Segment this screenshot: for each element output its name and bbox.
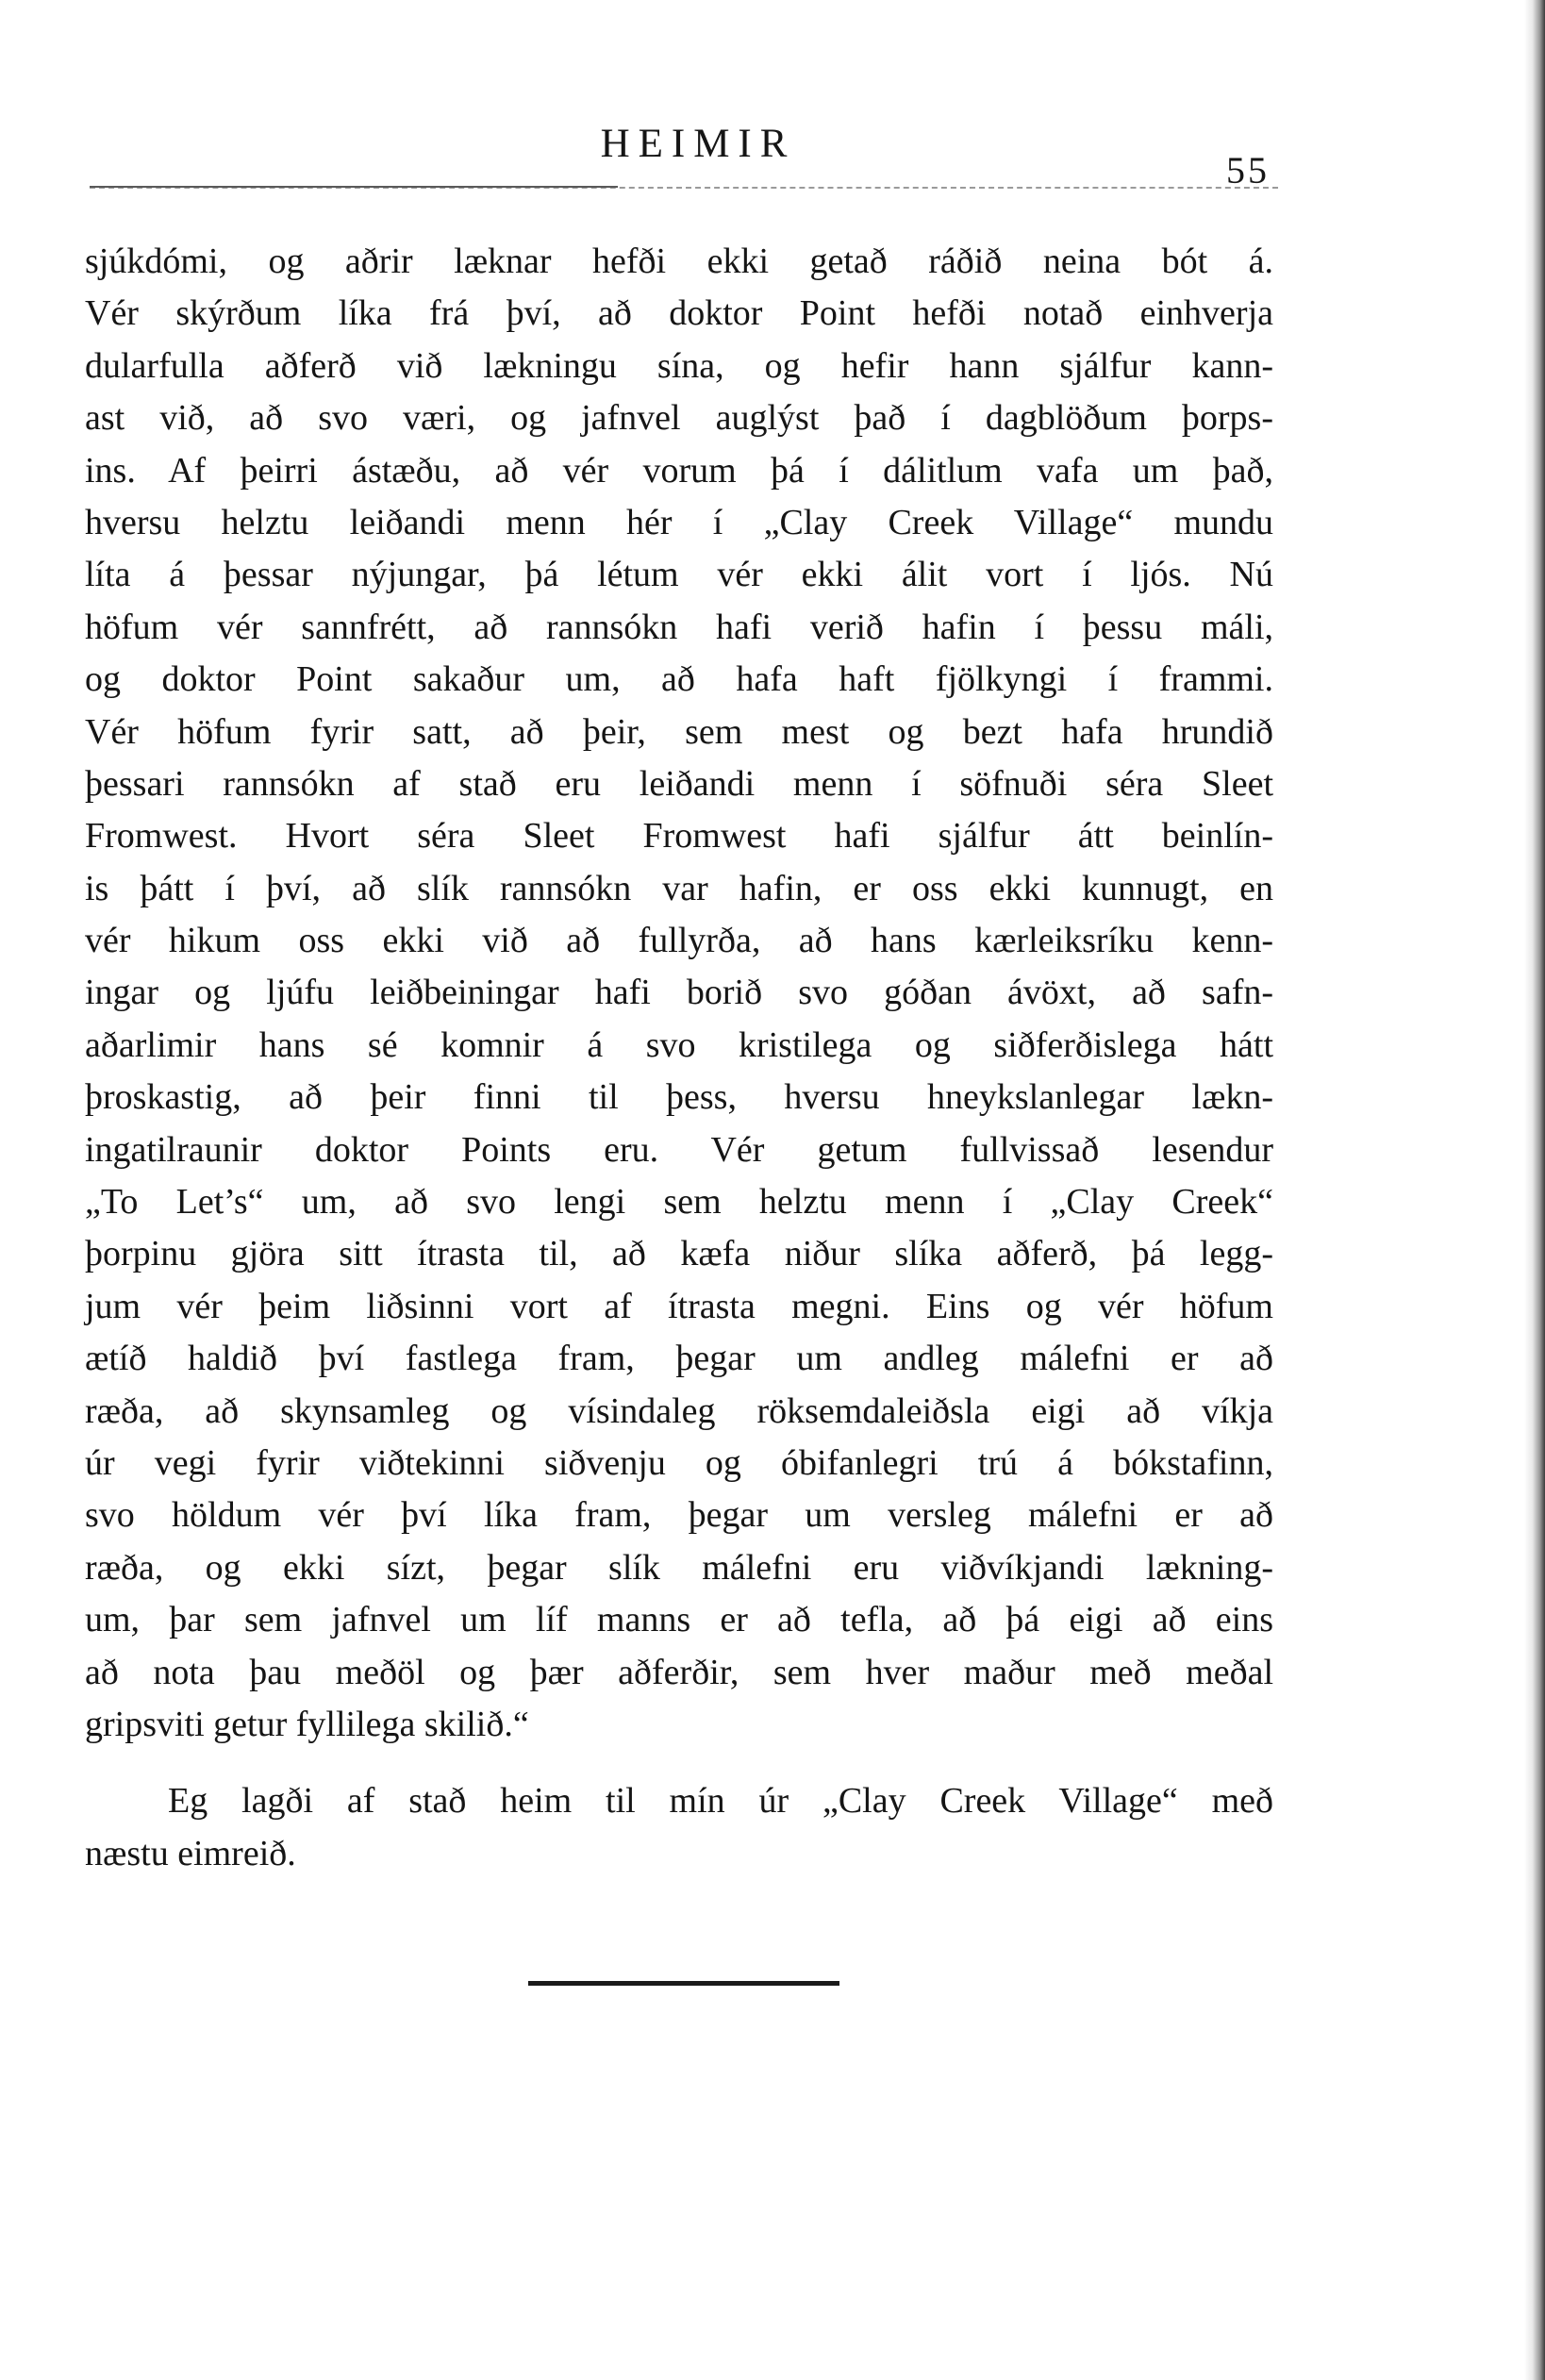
- running-title: HEIMIR: [600, 122, 796, 166]
- page-number: 55: [1226, 149, 1270, 191]
- text-line: hversu helztu leiðandi menn hér í „Clay Creek Village“ mundu: [85, 502, 1273, 542]
- text-line: svo höldum vér því líka fram, þegar um versleg málefni er að: [85, 1495, 1273, 1536]
- text-line: ingatilraunir doktor Points eru. Vér getum fullvissað lesendur: [85, 1129, 1273, 1170]
- text-line: Fromwest. Hvort séra Sleet Fromwest hafi sjálfur átt beinlín-: [85, 816, 1273, 857]
- running-head: [0, 111, 1545, 191]
- text-line: höfum vér sannfrétt, að rannsókn hafi verið hafin í þessu máli,: [85, 607, 1273, 647]
- text-line: vér hikum oss ekki við að fullyrða, að hans kærleiksríku kenn-: [85, 921, 1273, 961]
- text-line: Eg lagði af stað heim til mín úr „Clay Creek Village“ með: [168, 1781, 1273, 1822]
- text-line: um, þar sem jafnvel um líf manns er að tefla, að þá eigi að eins: [85, 1600, 1273, 1640]
- header-rule-solid: [90, 186, 618, 188]
- text-line: sjúkdómi, og aðrir læknar hefði ekki getað ráðið neina bót á.: [85, 241, 1273, 281]
- text-line: að nota þau meðöl og þær aðferðir, sem hver maður með meðal: [85, 1652, 1273, 1692]
- text-line: „To Let’s“ um, að svo lengi sem helztu menn í „Clay Creek“: [85, 1182, 1273, 1223]
- text-line: Vér skýrðum líka frá því, að doktor Point hefði notað einhverja: [85, 293, 1273, 334]
- end-rule: [528, 1981, 839, 1986]
- text-line: ræða, að skynsamleg og vísindaleg röksemdaleiðsla eigi að víkja: [85, 1390, 1273, 1431]
- paragraph-gap: [85, 1751, 1273, 1775]
- text-line: ast við, að svo væri, og jafnvel auglýst það í dagblöðum þorps-: [85, 398, 1273, 439]
- text-line: úr vegi fyrir viðtekinni siðvenju og óbifanlegri trú á bókstafinn,: [85, 1442, 1273, 1483]
- paragraph-1: [85, 236, 1273, 1751]
- text-line: ætíð haldið því fastlega fram, þegar um andleg málefni er að: [85, 1339, 1273, 1379]
- text-line: næstu eimreið.: [85, 1833, 296, 1873]
- text-line: dularfulla aðferð við lækningu sína, og hefir hann sjálfur kann-: [85, 345, 1273, 386]
- text-line: og doktor Point sakaður um, að hafa haft fjölkyngi í frammi.: [85, 659, 1273, 700]
- text-line: is þátt í því, að slík rannsókn var hafin, er oss ekki kunnugt, en: [85, 868, 1273, 908]
- paragraph-2: [85, 1775, 1273, 1880]
- text-line: Vér höfum fyrir satt, að þeir, sem mest og bezt hafa hrundið: [85, 711, 1273, 752]
- binding-edge-shadow: [1524, 0, 1545, 2380]
- text-line: aðarlimir hans sé komnir á svo kristilega og siðferðislega hátt: [85, 1024, 1273, 1065]
- text-line: líta á þessar nýjungar, þá létum vér ekki álit vort í ljós. Nú: [85, 555, 1273, 595]
- text-line: ræða, og ekki sízt, þegar slík málefni eru viðvíkjandi lækning-: [85, 1547, 1273, 1588]
- text-line: gripsviti getur fyllilega skilið.“: [85, 1704, 529, 1744]
- body-text: [85, 236, 1273, 1880]
- text-line: þessari rannsókn af stað eru leiðandi menn í söfnuði séra Sleet: [85, 763, 1273, 804]
- text-line: þorpinu gjöra sitt ítrasta til, að kæfa niður slíka aðferð, þá legg-: [85, 1234, 1273, 1274]
- text-line: jum vér þeim liðsinni vort af ítrasta megni. Eins og vér höfum: [85, 1286, 1273, 1326]
- text-line: ingar og ljúfu leiðbeiningar hafi borið svo góðan ávöxt, að safn-: [85, 973, 1273, 1013]
- text-line: þroskastig, að þeir finni til þess, hversu hneykslanlegar lækn-: [85, 1077, 1273, 1118]
- text-line: ins. Af þeirri ástæðu, að vér vorum þá í dálitlum vafa um það,: [85, 450, 1273, 491]
